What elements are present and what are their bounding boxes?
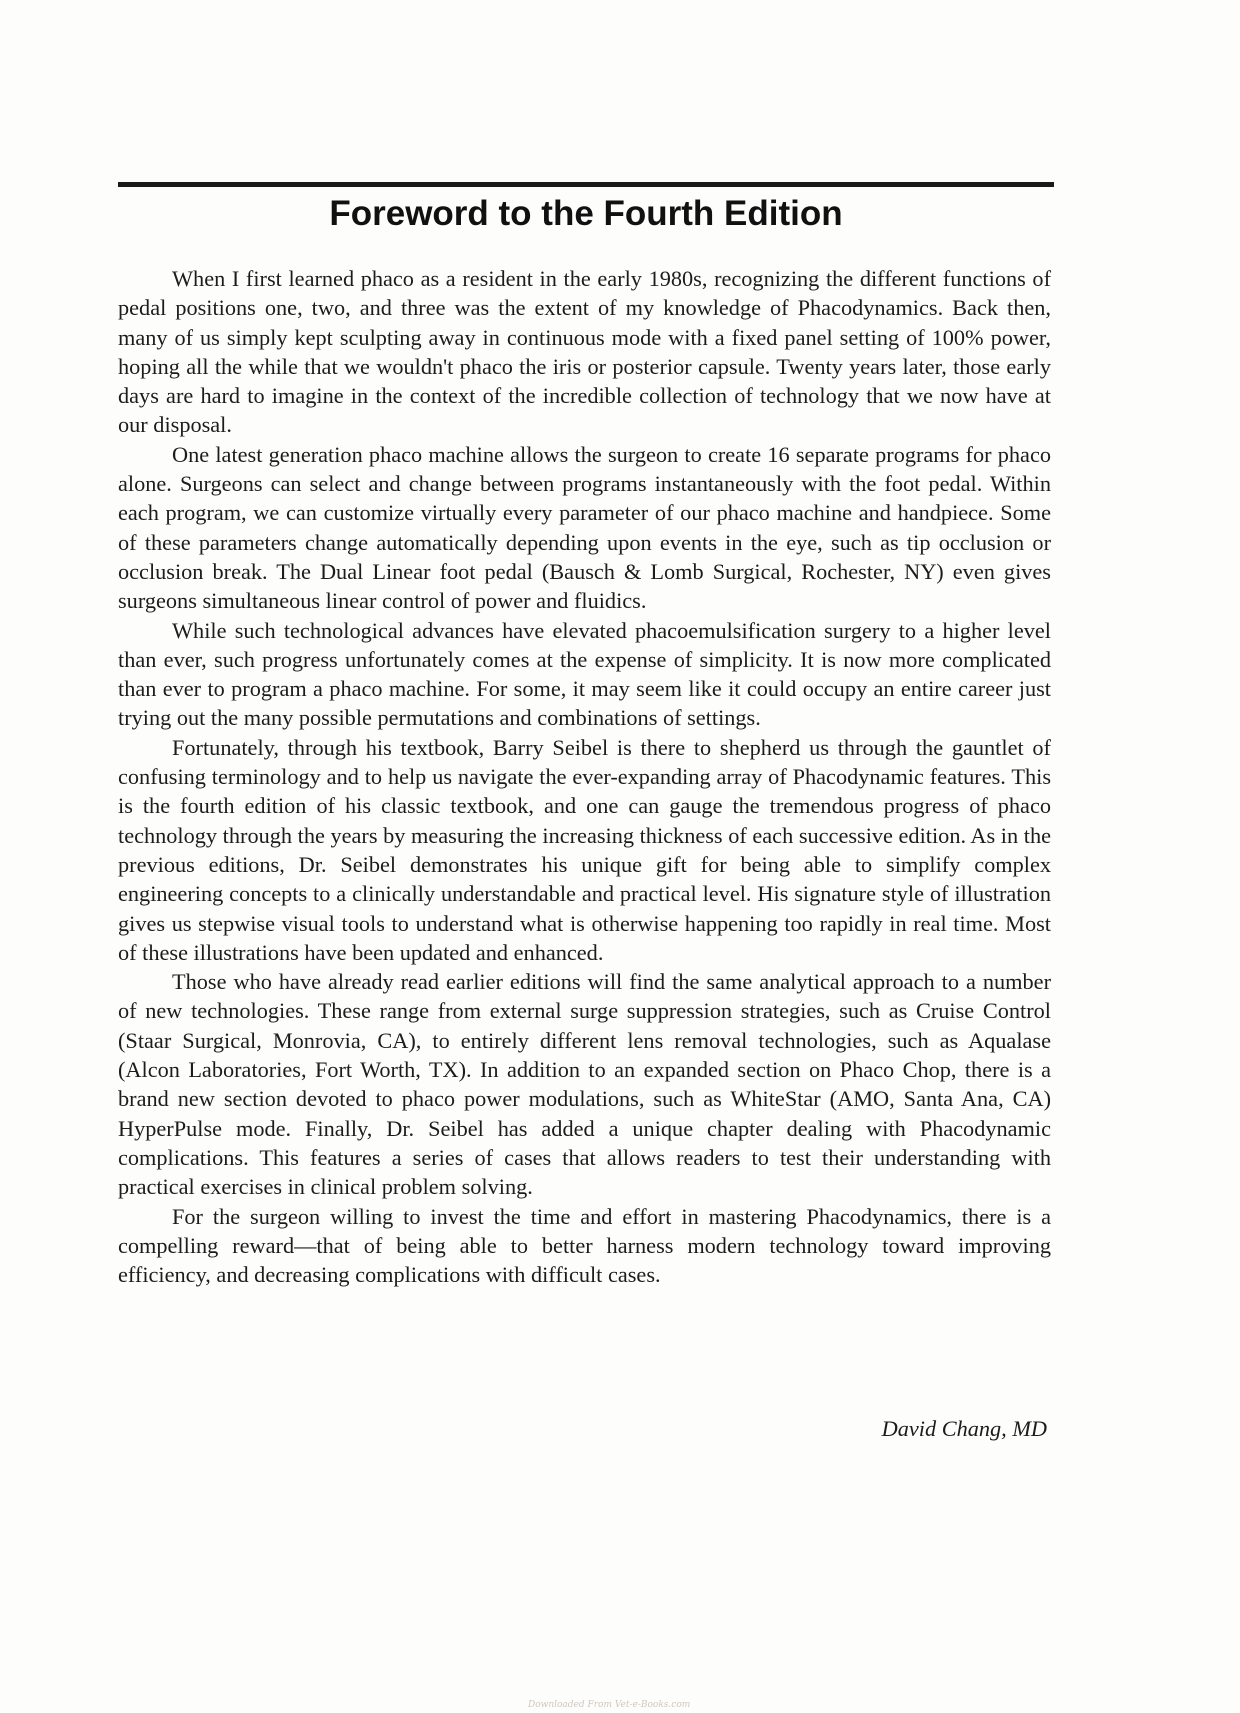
paragraph-1: When I first learned phaco as a resident in the early 1980s, recognizing the different functions of pedal positions one, two, and three was the extent of my knowledge of Phacodynamics. Back then, many of us simply kept sculpting away in continuous mode with a fixed panel setting of 100% power, hoping all the while that we wouldn't phaco the iris or posterior capsule. Twenty years later, those early days are hard to imagine in the context of the incredible collection of technology that we now have at our disposal.	[118, 266, 1051, 438]
paragraph-2: One latest generation phaco machine allows the surgeon to create 16 separate programs for phaco alone. Surgeons can select and change between programs instantaneously with the foot pedal. Within each program, we can customize virtually every parameter of our phaco machine and handpiece. Some of these parameters change automatically depending upon events in the eye, such as tip occlusion or occlusion break. The Dual Linear foot pedal (Bausch & Lomb Surgical, Rochester, NY) even gives surgeons simultaneous linear control of power and fluidics.	[118, 441, 1051, 614]
foreword-body	[118, 264, 1051, 1289]
paragraph-4: Fortunately, through his textbook, Barry Seibel is there to shepherd us through the gauntlet of confusing terminology and to help us navigate the ever-expanding array of Phacodynamic features. This is the fourth edition of his classic textbook, and one can gauge the tremendous progress of phaco technology through the years by measuring the increasing thickness of each successive edition. As in the previous editions, Dr. Seibel demonstrates his unique gift for being able to simplify complex engineering concepts to a clinically understandable and practical level. His signature style of illustration gives us stepwise visual tools to understand what is otherwise happening too rapidly in real time. Most of these illustrations have been updated and enhanced.	[118, 734, 1051, 965]
page-title: Foreword to the Fourth Edition	[329, 194, 843, 233]
paragraph-5: Those who have already read earlier editions will find the same analytical approach to a number of new technologies. These range from external surge suppression strategies, such as Cruise Control (Staar Surgical, Monrovia, CA), to entirely different lens removal technologies, such as Aqualase (Alcon Laboratories, Fort Worth, TX). In addition to an expanded section on Phaco Chop, there is a brand new section devoted to phaco power modulations, such as WhiteStar (AMO, Santa Ana, CA) HyperPulse mode. Finally, Dr. Seibel has added a unique chapter dealing with Phacodynamic complications. This features a series of cases that allows readers to test their understanding with practical exercises in clinical problem solving.	[118, 969, 1051, 1200]
title-rule	[118, 182, 1054, 187]
paragraph-6: For the surgeon willing to invest the time and effort in mastering Phacodynamics, there is a compelling reward—that of being able to better harness modern technology toward improving efficiency, and decreasing complications with difficult cases.	[118, 1203, 1051, 1288]
author-signature: David Chang, MD	[881, 1416, 1047, 1441]
download-watermark: Downloaded From Vet-e-Books.com	[528, 1700, 691, 1710]
paragraph-3: While such technological advances have elevated phacoemulsification surgery to a higher level than ever, such progress unfortunately comes at the expense of simplicity. It is now more complicated than ever to program a phaco machine. For some, it may seem like it could occupy an entire career just trying out the many possible permutations and combinations of settings.	[118, 617, 1051, 731]
